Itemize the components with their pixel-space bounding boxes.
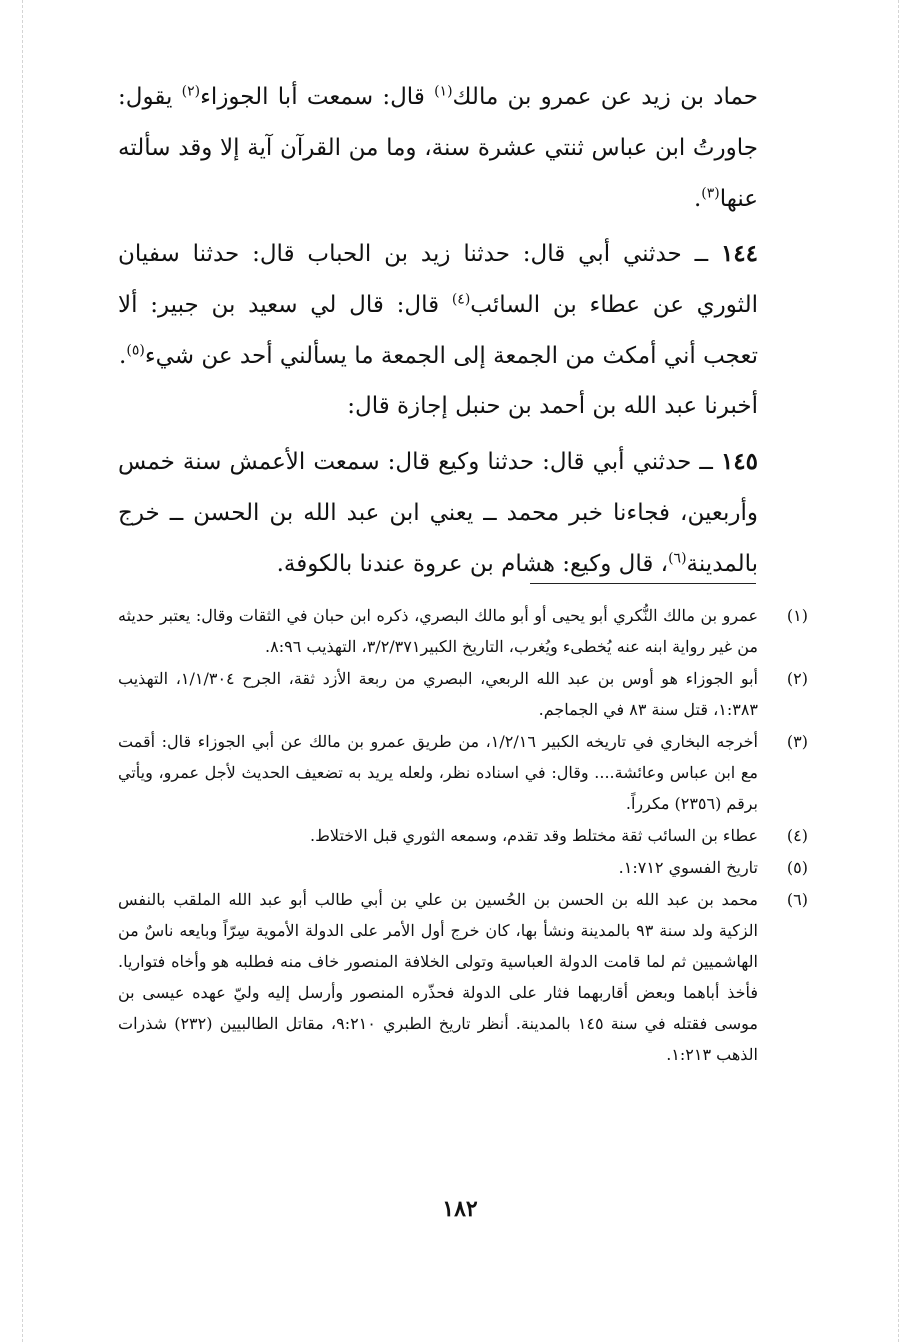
- footnote-text: أبو الجوزاء هو أوس بن عبد الله الربعي، البصري من ربعة الأزد ثقة، الجرح ١/١/٣٠٤، التهذيب ١:٣٨٣، قتل سنة ٨٣ في الجماجم.: [118, 669, 758, 719]
- footnote-number: (٦): [786, 890, 808, 909]
- footnote-5: [118, 852, 808, 883]
- p2-text-a: ــ حدثني أبي قال: حدثنا زيد بن الحباب قال: حدثنا سفيان الثوري عن عطاء بن السائب: [118, 241, 758, 318]
- footnote-ref-1: (١): [434, 83, 453, 100]
- footnote-number: (١): [786, 606, 808, 625]
- footnote-ref-5: (٥): [126, 342, 145, 359]
- footnote-number: (٢): [786, 669, 808, 688]
- p1-text-b: قال: سمعت أبا الجوزاء: [200, 84, 435, 110]
- footnote-number: (٥): [786, 858, 808, 877]
- footnote-text: أخرجه البخاري في تاريخه الكبير ١/٢/١٦، من طريق عمرو بن مالك عن أبي الجوزاء قال: أقمت مع ابن عباس وعائشة.... وقال: في اسناده نظر، ولعله يريد به تضعيف الحديث لأجل عمرو، ويأتي برقم (٢٣٥٦) مكرراً.: [118, 732, 759, 813]
- footnote-4: [118, 820, 808, 851]
- footnote-number: (٤): [786, 826, 808, 845]
- hadith-number-145: ١٤٥: [720, 448, 758, 475]
- p1-text-a: حماد بن زيد عن عمرو بن مالك: [452, 84, 758, 110]
- p2-text-b: قال: قال لي سعيد بن جبير: ألا تعجب أني أمكث من الجمعة إلى الجمعة ما يسألني أحد عن شيء: [118, 292, 758, 369]
- scan-margin-line-right: [898, 0, 899, 1342]
- hadith-number-144: ١٤٤: [720, 240, 758, 267]
- body-paragraph-1: [118, 72, 758, 225]
- page-number: ١٨٢: [442, 1196, 478, 1222]
- p4-text-b: ، قال وكيع: هشام بن عروة عندنا بالكوفة.: [276, 551, 669, 577]
- footnote-text: عطاء بن السائب ثقة مختلط وقد تقدم، وسمعه الثوري قبل الاختلاط.: [310, 826, 758, 845]
- p1-text-d: .: [693, 186, 702, 212]
- p1-text-c: يقول: جاورتُ ابن عباس ثنتي عشرة سنة، وما من القرآن آية إلا وقد سألته عنها: [118, 84, 758, 212]
- footnotes-section: [118, 600, 808, 1071]
- footnote-3: [118, 726, 808, 819]
- footnote-ref-6: (٦): [668, 550, 687, 567]
- footnote-text: تاريخ الفسوي ١:٧١٢.: [618, 858, 758, 877]
- hadith-145-paragraph: [118, 436, 758, 590]
- footnote-divider: [530, 583, 756, 584]
- footnote-ref-2: (٢): [181, 83, 201, 100]
- footnote-text: محمد بن عبد الله بن الحسن بن الحُسين بن علي بن أبي طالب أبو عبد الله الملقب بالنفس الزكية ولد سنة ٩٣ بالمدينة ونشأ بها، كان خرج أول الأمر على الدولة الأموية سِرّاً وبايعه ناسٌ من الهاشميين ثم لما قامت الدولة العباسية وتولى الخلافة المنصور خاف منه فطلبه هو وأخاه فتواريا. فأخذ أباهما وبعض أقاربهما فثار على الدولة فحذّره المنصور وأرسل إليه وليّ عهده عيسى بن موسى فقتله في سنة ١٤٥ بالمدينة. أنظر تاريخ الطبري ٩:٢١٠، مقاتل الطالبيين (٢٣٢) شذرات الذهب ١:٢١٣.: [118, 890, 758, 1064]
- footnote-ref-3: (٣): [701, 185, 720, 202]
- p4-text-a: ــ حدثني أبي قال: حدثنا وكيع قال: سمعت الأعمش سنة خمس وأربعين، فجاءنا خبر محمد ــ يعني ابن عبد الله بن الحسن ــ خرج بالمدينة: [118, 449, 758, 577]
- hadith-144-paragraph: [118, 228, 758, 382]
- ijaza-line: [118, 381, 758, 432]
- footnote-2: [118, 663, 808, 725]
- footnote-text: عمرو بن مالك النُّكري أبو يحيى أو أبو مالك البصري، ذكره ابن حبان في الثقات وقال: يعتبر حديثه من غير رواية ابنه عنه يُخطىء ويُغرب، التاريخ الكبير٣/٢/٣٧١، التهذيب ٨:٩٦.: [118, 606, 758, 656]
- footnote-ref-4: (٤): [451, 291, 471, 308]
- footnote-number: (٣): [786, 732, 808, 751]
- footnote-6: [118, 884, 808, 1070]
- footnote-1: [118, 600, 808, 662]
- p3-text: أخبرنا عبد الله بن أحمد بن حنبل إجازة قال:: [347, 393, 758, 419]
- p2-text-c: .: [119, 343, 127, 369]
- scan-margin-line-left: [22, 0, 23, 1342]
